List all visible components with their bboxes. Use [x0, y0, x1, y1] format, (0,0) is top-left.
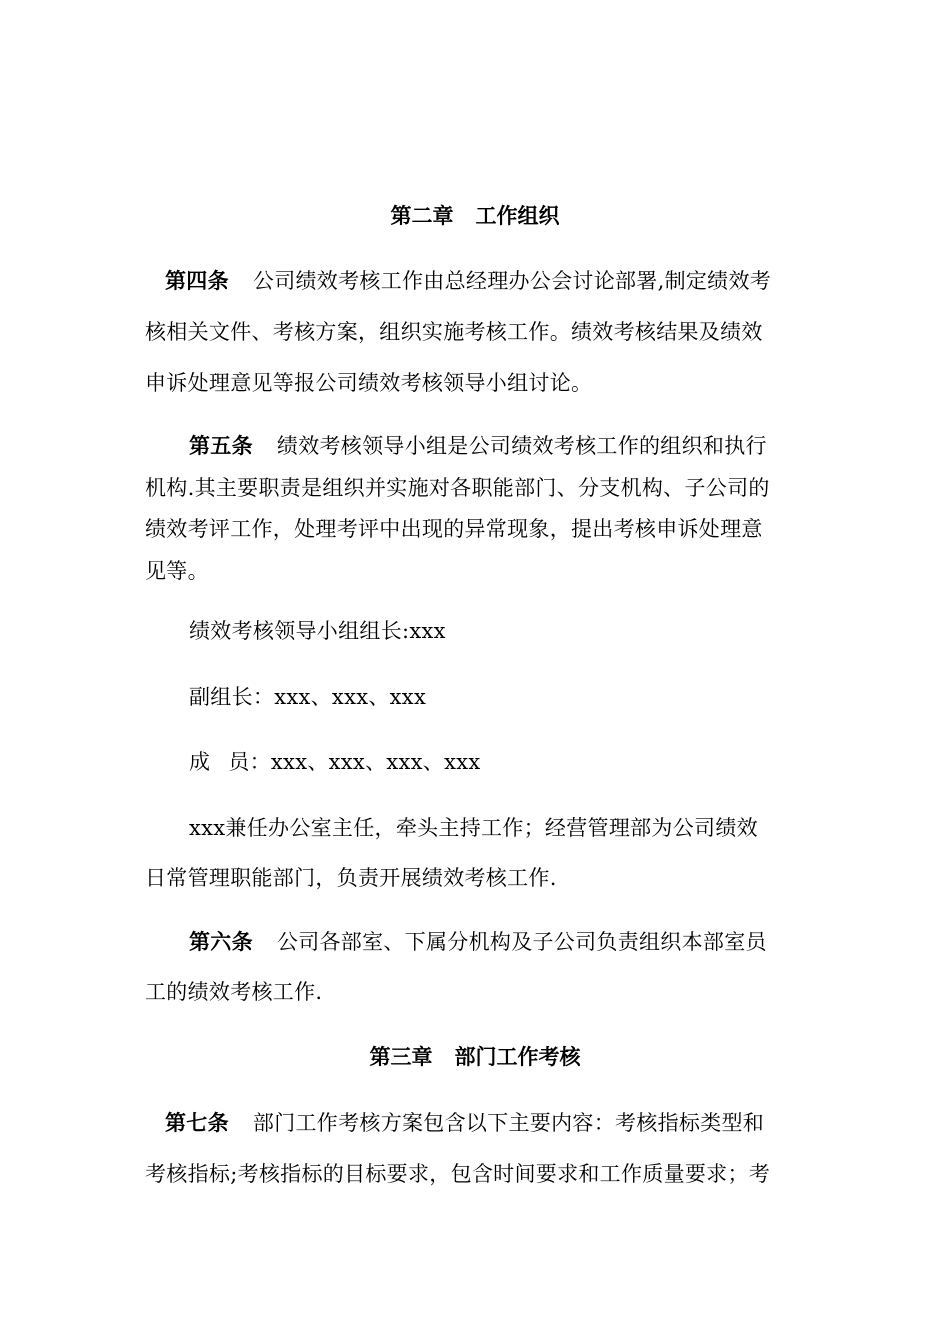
group-leader: 绩效考核领导小组组长:xxx	[189, 619, 446, 643]
article-text: 部门工作考核方案包含以下主要内容：考核指标类型和	[252, 1111, 765, 1135]
article-label: 第七条	[165, 1111, 229, 1135]
article-4-line-1	[165, 266, 771, 296]
chapter-title: 部门工作考核	[454, 1045, 581, 1069]
article-4-line-3: 申诉处理意见等报公司绩效考核领导小组讨论。	[145, 371, 593, 395]
article-4-line-2: 核相关文件、考核方案，组织实施考核工作。绩效考核结果及绩效	[145, 320, 763, 344]
note-line-1: xxx兼任办公室主任，牵头主持工作；经营管理部为公司绩效	[189, 816, 758, 840]
article-7-line-2: 考核指标;考核指标的目标要求，包含时间要求和工作质量要求；考	[145, 1162, 771, 1186]
chapter-heading	[0, 201, 950, 231]
article-6-line-1	[189, 927, 767, 957]
article-label: 第六条	[189, 930, 253, 954]
article-7-line-1	[165, 1108, 764, 1138]
chapter-heading	[0, 1042, 950, 1072]
group-members: 成 员：xxx、xxx、xxx、xxx	[189, 750, 481, 774]
chapter-number: 第三章	[369, 1045, 433, 1069]
deputy-leaders: 副组长：xxx、xxx、xxx	[189, 685, 427, 709]
article-text: 公司各部室、下属分机构及子公司负责组织本部室员	[276, 930, 767, 954]
chapter-title: 工作组织	[475, 204, 560, 228]
article-label: 第五条	[189, 434, 253, 458]
article-5-line-1	[189, 431, 767, 461]
article-6-line-2: 工的绩效考核工作.	[145, 980, 323, 1004]
article-5-line-4: 见等。	[145, 559, 209, 583]
article-5-line-3: 绩效考评工作，处理考评中出现的异常现象，提出考核申诉处理意	[145, 517, 763, 541]
note-line-2: 日常管理职能部门，负责开展绩效考核工作.	[145, 866, 557, 890]
article-5-line-2: 机构.其主要职责是组织并实施对各职能部门、分支机构、子公司的	[145, 476, 770, 500]
article-label: 第四条	[165, 269, 229, 293]
chapter-number: 第二章	[390, 204, 454, 228]
article-text: 公司绩效考核工作由总经理办公会讨论部署,制定绩效考	[252, 269, 772, 293]
article-text: 绩效考核领导小组是公司绩效考核工作的组织和执行	[276, 434, 767, 458]
